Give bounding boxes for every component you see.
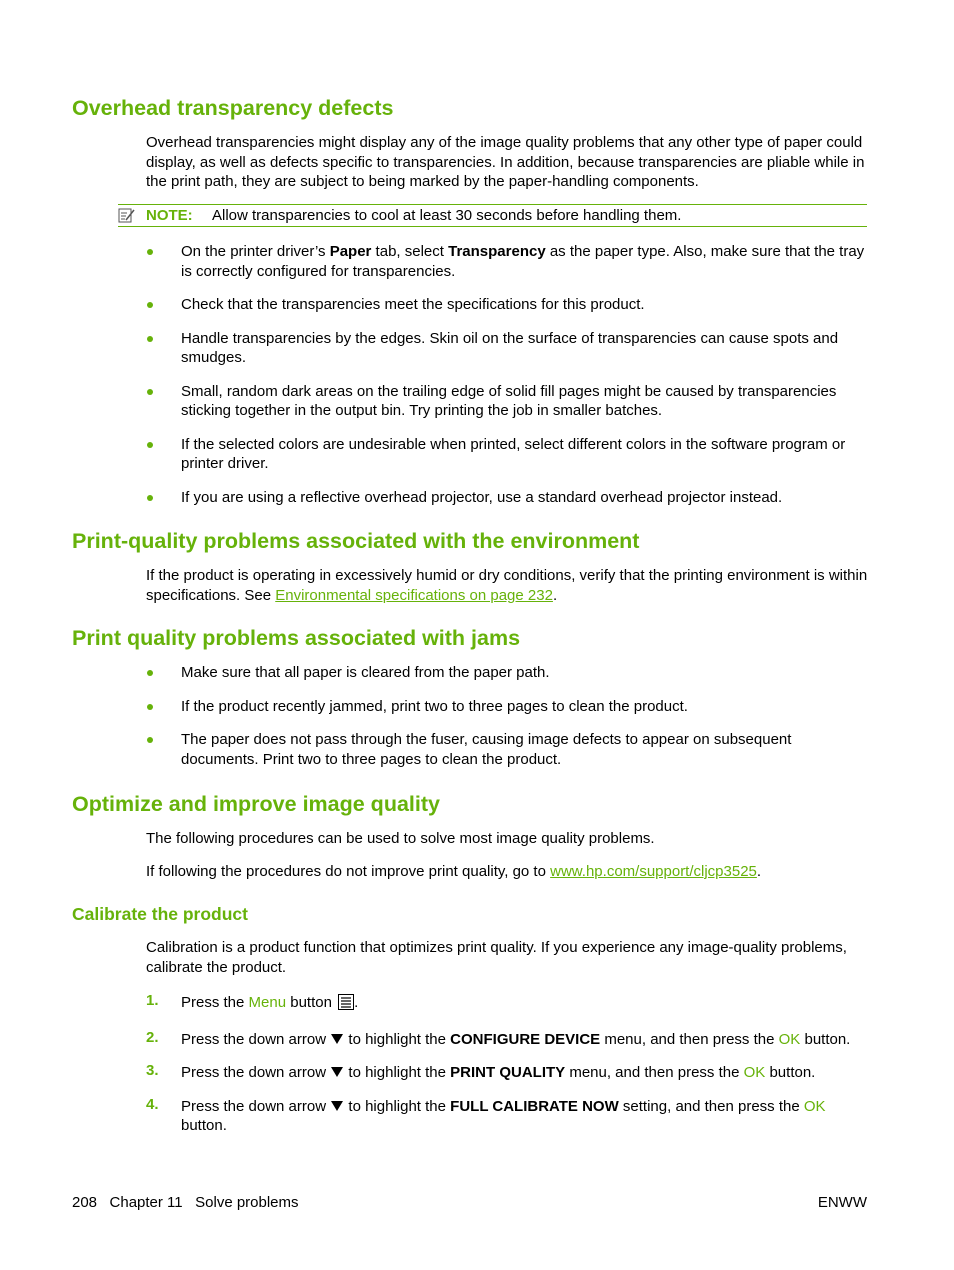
heading-optimize-image-quality: Optimize and improve image quality <box>72 792 440 816</box>
down-arrow-icon <box>331 1067 343 1077</box>
environmental-specs-link[interactable]: Environmental specifications on page 232 <box>275 586 553 604</box>
down-arrow-icon <box>331 1034 343 1044</box>
step-number: 3. <box>146 1062 159 1079</box>
ok-button-name: OK <box>803 1097 826 1115</box>
paragraph-support-link: If following the procedures do not improve print quality, go to www.hp.com/support/cljcp3525. <box>146 863 762 880</box>
list-item: Handle transparencies by the edges. Skin oil on the surface of transparencies can cause spots and smudges. <box>146 329 871 368</box>
heading-overhead-transparency-defects: Overhead transparency defects <box>72 96 394 120</box>
heading-environment-problems: Print-quality problems associated with the environment <box>72 529 640 553</box>
bullet-dot-icon <box>147 249 153 255</box>
note-pencil-icon <box>118 207 136 230</box>
paragraph-environment: If the product is operating in excessively humid or dry conditions, verify that the printing environment is within specifications. See Environmental specifications on page 232. <box>146 567 868 604</box>
step-item: 4. Press the down arrow to highlight the FULL CALIBRATE NOW setting, and then press the OK button. <box>146 1095 826 1134</box>
list-item: The paper does not pass through the fuser, causing image defects to appear on subsequent documents. Print two to three pages to clean the product. <box>146 730 871 769</box>
bullet-dot-icon <box>147 737 153 743</box>
step-item: 1. Press the Menu button . <box>146 993 871 1016</box>
footer-enww: ENWW <box>817 1194 867 1211</box>
bullet-dot-icon <box>147 302 153 308</box>
hp-support-link[interactable]: www.hp.com/support/cljcp3525 <box>550 863 757 880</box>
transparency-tips-list <box>146 242 871 521</box>
ok-button-name: OK <box>778 1030 801 1048</box>
footer-page-info: 208 Chapter 11 Solve problems <box>72 1194 299 1211</box>
list-item: If the product recently jammed, print two to three pages to clean the product. <box>146 697 871 717</box>
bullet-dot-icon <box>147 442 153 448</box>
ok-button-name: OK <box>743 1064 766 1081</box>
note-box <box>118 204 867 227</box>
note-text: Allow transparencies to cool at least 30 seconds before handling them. <box>212 207 682 224</box>
heading-jam-problems: Print quality problems associated with jams <box>72 626 521 650</box>
bullet-dot-icon <box>147 495 153 501</box>
step-number: 1. <box>146 992 159 1009</box>
heading-calibrate-product: Calibrate the product <box>72 904 248 924</box>
menu-button-icon <box>338 994 354 1016</box>
paragraph-procedures: The following procedures can be used to solve most image quality problems. <box>146 830 655 847</box>
jam-tips-list <box>146 663 871 783</box>
step-number: 2. <box>146 1028 159 1046</box>
step-item: 2. Press the down arrow to highlight the CONFIGURE DEVICE menu, and then press the OK button. <box>146 1028 851 1048</box>
list-item: If the selected colors are undesirable when printed, select different colors in the software program or printer driver. <box>146 435 871 474</box>
note-label: NOTE: <box>146 207 193 224</box>
step-number: 4. <box>146 1095 159 1113</box>
list-item: On the printer driver’s Paper tab, select Transparency as the paper type. Also, make sure that the tray is correctly configured for transparencies. <box>146 242 871 281</box>
bullet-dot-icon <box>147 336 153 342</box>
menu-button-name: Menu <box>248 994 287 1011</box>
bullet-dot-icon <box>147 704 153 710</box>
calibration-steps-list <box>146 993 871 1150</box>
paragraph-transparency-intro: Overhead transparencies might display any of the image quality problems that any other type of paper could display, as well as defects specific to transparencies. In addition, because transparencies are pliable while in the print path, they are subject to being marked by the paper-handling components. <box>146 134 865 190</box>
list-item: Make sure that all paper is cleared from the paper path. <box>146 663 871 683</box>
paragraph-calibration-intro: Calibration is a product function that optimizes print quality. If you experience any image-quality problems, calibrate the product. <box>146 939 847 976</box>
bullet-dot-icon <box>147 670 153 676</box>
list-item: Small, random dark areas on the trailing edge of solid fill pages might be caused by transparencies sticking together in the output bin. Try printing the job in smaller batches. <box>146 382 871 421</box>
bullet-dot-icon <box>147 389 153 395</box>
list-item: Check that the transparencies meet the specifications for this product. <box>146 295 871 315</box>
down-arrow-icon <box>331 1101 343 1111</box>
list-item: If you are using a reflective overhead projector, use a standard overhead projector instead. <box>146 488 871 508</box>
step-item: 3. Press the down arrow to highlight the PRINT QUALITY menu, and then press the OK button. <box>146 1062 816 1081</box>
